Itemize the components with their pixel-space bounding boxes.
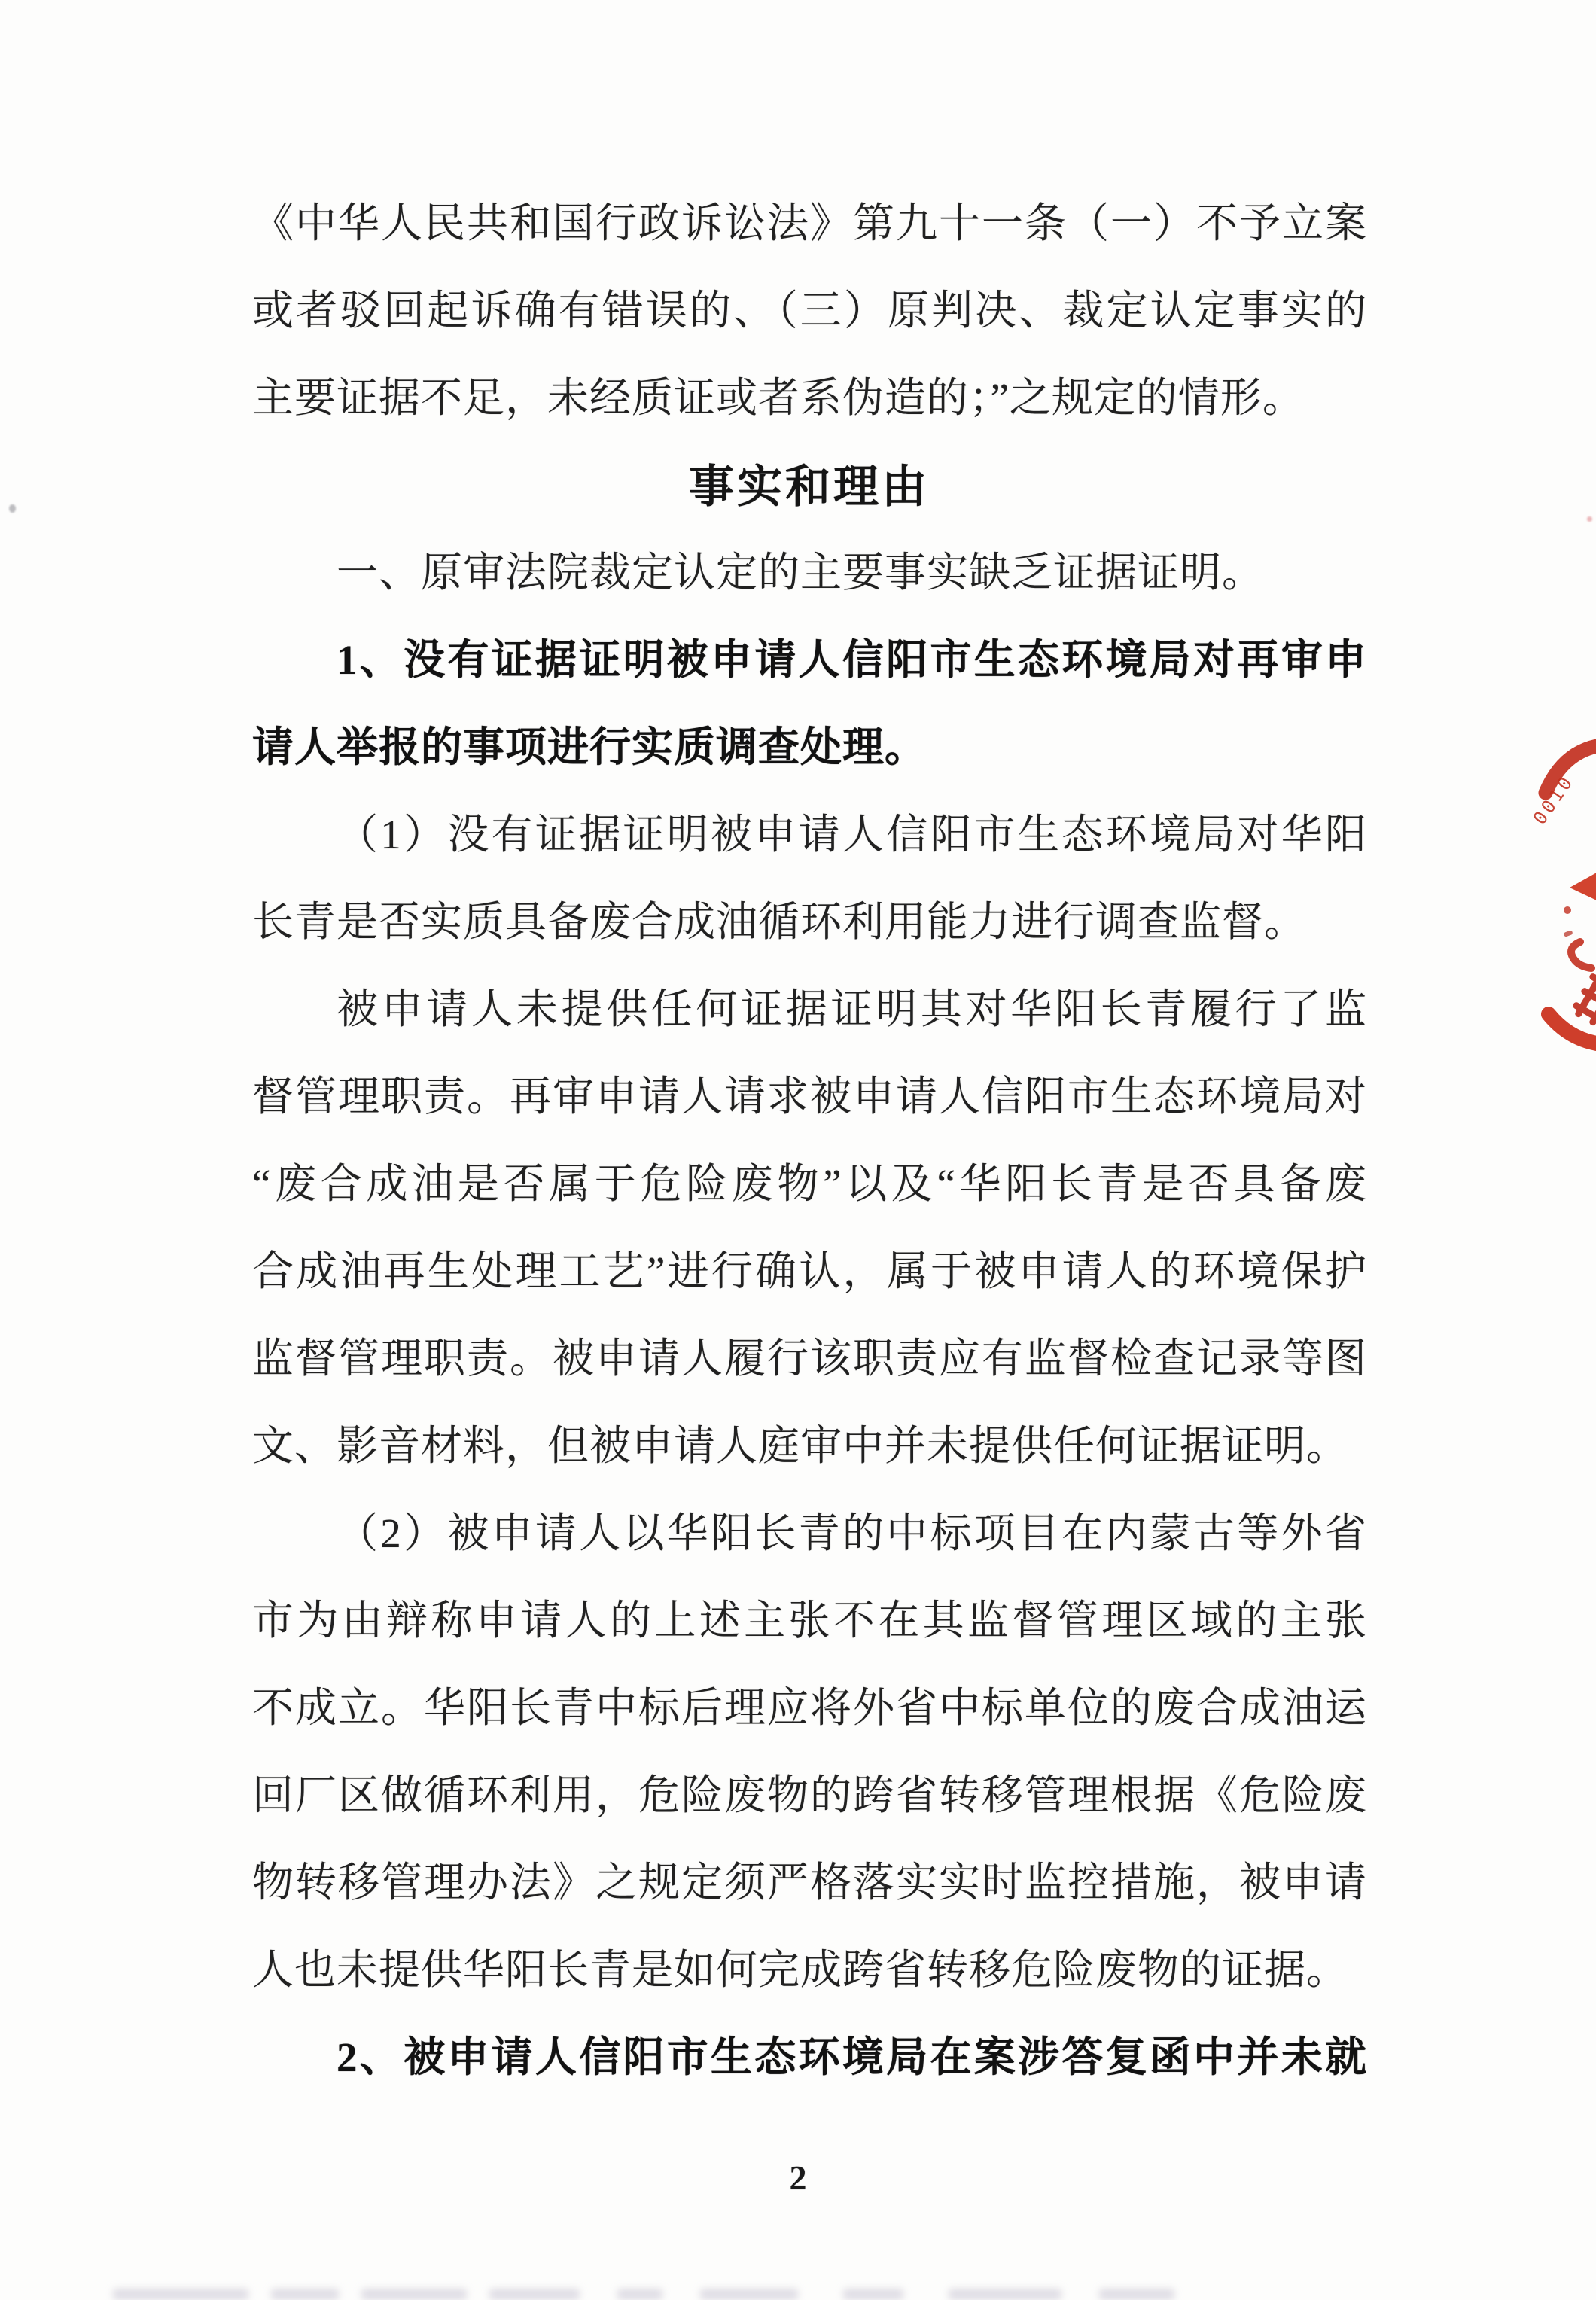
text-line: “废合成油是否属于危险废物”以及“华阳长青是否具备废 (252, 1161, 1366, 1207)
scan-speck (9, 504, 16, 513)
text-line: （1）没有证据证明被申请人信阳市生态环境局对华阳 (337, 812, 1366, 858)
seal-ink-speck (1563, 930, 1573, 937)
text-line: 合成油再生处理工艺”进行确认，属于被申请人的环境保护 (252, 1248, 1366, 1294)
text-line: 人也未提供华阳长青是如何完成跨省转移危险废物的证据。 (252, 1947, 1349, 1993)
seal-bottom-arc (1549, 1014, 1596, 1043)
scan-smudge (489, 2289, 580, 2300)
text-line: 主要证据不足，未经质证或者系伪造的；”之规定的情形。 (252, 375, 1305, 421)
seal-star-point (1570, 873, 1596, 900)
text-line: 请人举报的事项进行实质调查处理。 (252, 724, 927, 770)
text-line: 或者驳回起诉确有错误的、（三）原判决、裁定认定事实的 (252, 288, 1366, 334)
scan-smudge (843, 2289, 903, 2300)
text-line: 2、被申请人信阳市生态环境局在案涉答复函中并未就 (337, 2034, 1366, 2080)
scan-smudge (1099, 2289, 1174, 2300)
text-line: 《中华人民共和国行政诉讼法》第九十一条（一）不予立案 (252, 200, 1366, 246)
text-line: （2）被申请人以华阳长青的中标项目在内蒙古等外省 (337, 1510, 1366, 1556)
scan-smudge (617, 2289, 662, 2300)
text-line: 文、影音材料，但被申请人庭审中并未提供任何证据证明。 (252, 1423, 1349, 1469)
scan-smudge (949, 2289, 1061, 2300)
section-heading: 事实和理由 (689, 462, 930, 512)
official-seal-stamp (1524, 742, 1596, 1088)
text-line: 1、没有证据证明被申请人信阳市生态环境局对再审申 (337, 637, 1366, 683)
text-line: 长青是否实质具备废合成油循环利用能力进行调查监督。 (252, 899, 1307, 945)
text-line: 督管理职责。再审申请人请求被申请人信阳市生态环境局对 (252, 1074, 1366, 1120)
scan-smudge (700, 2289, 798, 2300)
seal-serial-text: 0010 (1528, 770, 1579, 829)
seal-character-fragment (1571, 942, 1591, 968)
text-line: 市为由辩称申请人的上述主张不在其监督管理区域的主张 (252, 1598, 1366, 1644)
page-number: 2 (789, 2158, 807, 2197)
text-line: 被申请人未提供任何证据证明其对华阳长青履行了监 (337, 986, 1366, 1032)
text-line: 不成立。华阳长青中标后理应将外省中标单位的废合成油运 (252, 1685, 1366, 1731)
text-line: 一、原审法院裁定认定的主要事实缺乏证据证明。 (337, 550, 1265, 596)
scan-smudge (361, 2289, 467, 2300)
text-line: 物转移管理办法》之规定须严格落实实时监控措施，被申请 (252, 1860, 1366, 1905)
text-line: 回厂区做循环利用，危险废物的跨省转移管理根据《危险废 (252, 1772, 1366, 1818)
scan-smudge (271, 2289, 339, 2300)
scan-speck (1587, 516, 1592, 522)
seal-ink-speck (1564, 906, 1571, 914)
text-line: 监督管理职责。被申请人履行该职责应有监督检查记录等图 (252, 1336, 1366, 1382)
scan-smudge (113, 2289, 248, 2300)
